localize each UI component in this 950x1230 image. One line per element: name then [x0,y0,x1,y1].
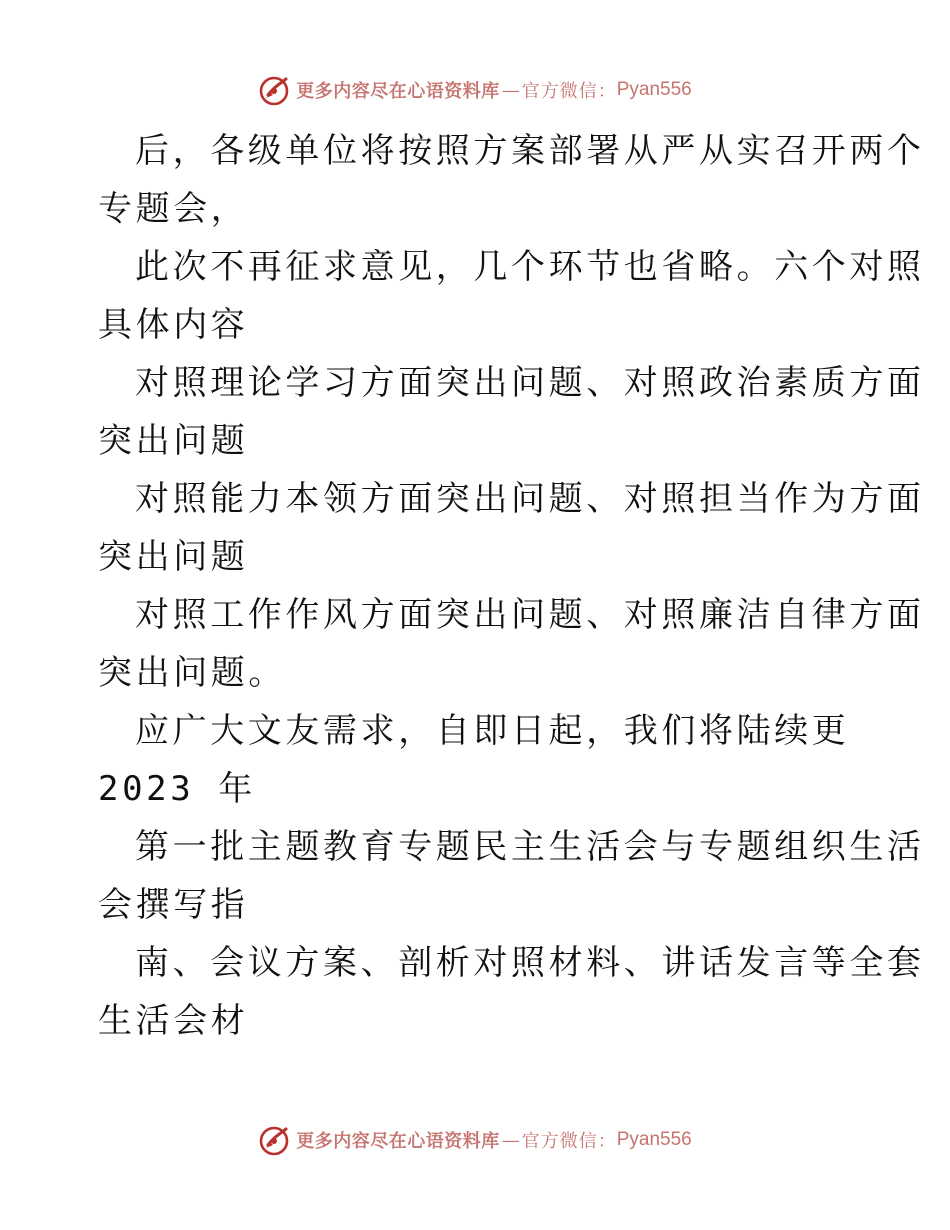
text-line: 突出问题 [98,421,249,461]
text-line: 突出问题。 [98,653,286,693]
text-line: 会撰写指 [98,885,249,925]
watermark-wechat-id: Pyan556 [616,1129,692,1150]
pen-logo-icon [258,73,292,107]
text-line: 对照能力本领方面突出问题、对照担当作为方面 [135,479,925,519]
header-watermark [0,70,950,110]
watermark-wechat-id: Pyan556 [616,79,692,100]
text-line: 具体内容 [98,305,249,345]
watermark-separator: — [501,79,520,101]
footer-watermark [0,1120,950,1160]
document-body [98,122,925,1050]
watermark-wechat-label: 官方微信： [521,1131,617,1152]
text-line: 生活会材 [98,1001,249,1041]
text-line: 应广大文友需求，自即日起，我们将陆续更 [135,711,850,751]
pen-logo-icon [258,1123,292,1157]
text-line: 第一批主题教育专题民主生活会与专题组织生活 [135,827,925,867]
text-line: 此次不再征求意见，几个环节也省略。六个对照 [135,247,925,287]
text-line: 突出问题 [98,537,249,577]
text-line: 后，各级单位将按照方案部署从严从实召开两个 [135,131,925,171]
text-line: 对照工作作风方面突出问题、对照廉洁自律方面 [135,595,925,635]
text-line: 对照理论学习方面突出问题、对照政治素质方面 [135,363,925,403]
text-line: 专题会， [98,189,249,229]
text-line: 2023 年 [98,769,256,809]
text-line: 南、会议方案、剖析对照材料、讲话发言等全套 [135,943,925,983]
watermark-text: 更多内容尽在心语资料库 [296,1131,500,1152]
watermark-separator: — [501,1129,520,1151]
watermark-text: 更多内容尽在心语资料库 [296,81,500,102]
watermark-wechat-label: 官方微信： [521,81,617,102]
